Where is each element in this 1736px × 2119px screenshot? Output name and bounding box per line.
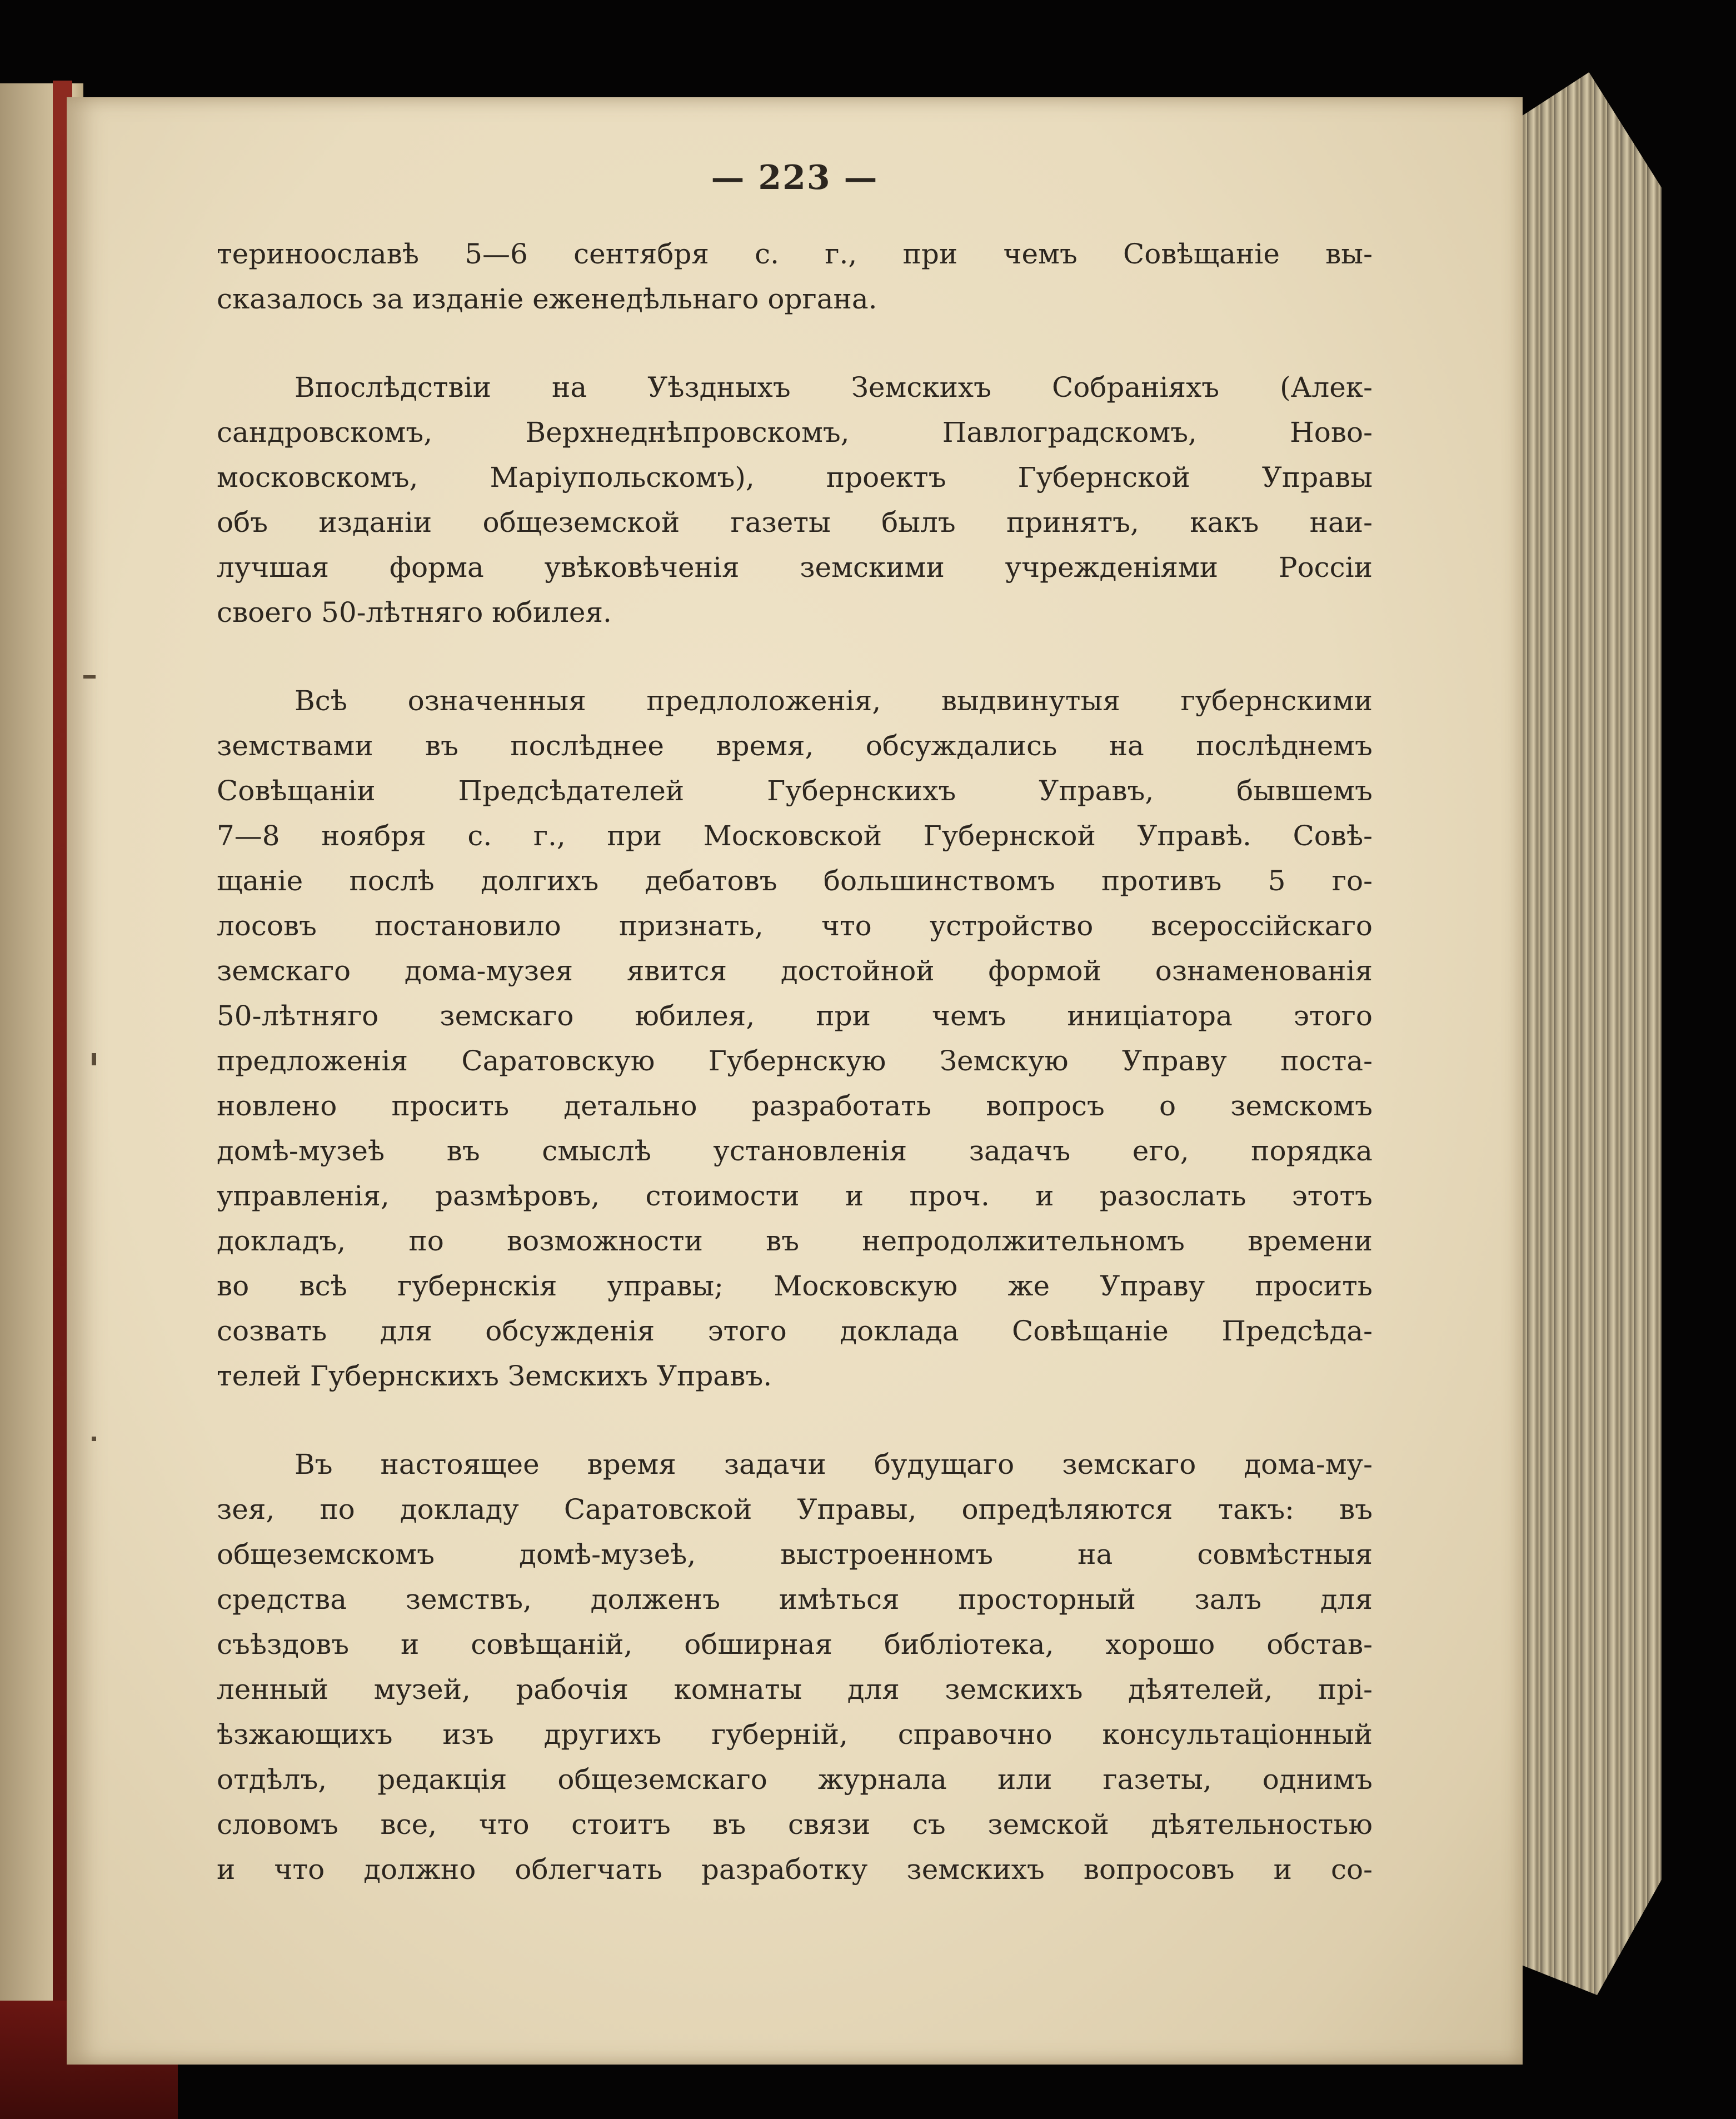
text-line: ленный музей, рабочія комнаты для земскихъ дѣятелей, прі- xyxy=(217,1673,1373,1706)
text-line: лосовъ постановило признать, что устройство всероссійскаго xyxy=(217,910,1373,942)
book-page xyxy=(67,97,1523,2065)
text-line: 7—8 ноября с. г., при Московской Губернской Управѣ. Совѣ- xyxy=(217,820,1373,852)
paragraph xyxy=(217,232,1373,322)
text-line: зея, по докладу Саратовской Управы, опредѣляются такъ: въ xyxy=(217,1493,1373,1525)
text-line: и что должно облегчать разработку земскихъ вопросовъ и со- xyxy=(217,1853,1373,1886)
page-number: — 223 — xyxy=(711,158,879,197)
text-line: своего 50-лѣтняго юбилея. xyxy=(217,596,612,629)
margin-mark xyxy=(92,1053,96,1065)
text-line: средства земствъ, долженъ имѣться просторный залъ для xyxy=(217,1583,1373,1616)
text-line: Совѣщаніи Предсѣдателей Губернскихъ Управъ, бывшемъ xyxy=(217,775,1373,807)
text-line: общеземскомъ домѣ-музеѣ, выстроенномъ на совмѣстныя xyxy=(217,1538,1373,1570)
text-line: новлено просить детально разработать вопросъ о земскомъ xyxy=(217,1090,1373,1122)
margin-mark xyxy=(83,675,96,679)
text-line: Впослѣдствіи на Уѣздныхъ Земскихъ Собраніяхъ (Алек- xyxy=(295,371,1373,403)
text-line: объ изданіи общеземской газеты былъ принятъ, какъ наи- xyxy=(217,506,1373,539)
text-line: предложенія Саратовскую Губернскую Земскую Управу поста- xyxy=(217,1045,1373,1077)
text-line: лучшая форма увѣковѣченія земскими учрежденіями Россіи xyxy=(217,551,1373,584)
text-line: ѣзжающихъ изъ другихъ губерній, справочно консультаціонный xyxy=(217,1718,1373,1751)
text-line: отдѣлъ, редакція общеземскаго журнала или газеты, однимъ xyxy=(217,1763,1373,1796)
text-line: щаніе послѣ долгихъ дебатовъ большинствомъ противъ 5 го- xyxy=(217,865,1373,897)
page-text xyxy=(217,158,1373,1936)
margin-mark xyxy=(92,1437,96,1441)
text-line: во всѣ губернскія управы; Московскую же Управу просить xyxy=(217,1270,1373,1302)
text-line: земствами въ послѣднее время, обсуждались на послѣднемъ xyxy=(217,730,1373,762)
text-line: созвать для обсужденія этого доклада Совѣщаніе Предсѣда- xyxy=(217,1315,1373,1347)
text-line: сказалось за изданіе еженедѣльнаго органа. xyxy=(217,283,877,315)
paragraph xyxy=(217,365,1373,635)
text-line: териноославѣ 5—6 сентября с. г., при чемъ Совѣщаніе вы- xyxy=(217,238,1373,270)
text-line: управленія, размѣровъ, стоимости и проч. и разослать этотъ xyxy=(217,1180,1373,1212)
paragraph xyxy=(217,679,1373,1399)
text-line: докладъ, по возможности въ непродолжительномъ времени xyxy=(217,1225,1373,1257)
text-line: Всѣ означенныя предлоложенія, выдвинутыя губернскими xyxy=(295,685,1373,717)
text-line: домѣ-музеѣ въ смыслѣ установленія задачъ его, порядка xyxy=(217,1135,1373,1167)
paragraph xyxy=(217,1442,1373,1892)
text-line: Въ настоящее время задачи будущаго земскаго дома-му- xyxy=(295,1448,1373,1480)
page-stack-edge xyxy=(1500,72,1662,1995)
text-line: сандровскомъ, Верхнеднѣпровскомъ, Павлоградскомъ, Ново- xyxy=(217,416,1373,448)
text-line: 50-лѣтняго земскаго юбилея, при чемъ иниціатора этого xyxy=(217,1000,1373,1032)
text-line: словомъ все, что стоитъ въ связи съ земской дѣятельностью xyxy=(217,1808,1373,1841)
text-line: телей Губернскихъ Земскихъ Управъ. xyxy=(217,1360,772,1392)
text-line: московскомъ, Маріупольскомъ), проектъ Губернской Управы xyxy=(217,461,1373,493)
text-line: съѣздовъ и совѣщаній, обширная библіотека, хорошо обстав- xyxy=(217,1628,1373,1661)
text-line: земскаго дома-музея явится достойной формой ознаменованія xyxy=(217,955,1373,987)
